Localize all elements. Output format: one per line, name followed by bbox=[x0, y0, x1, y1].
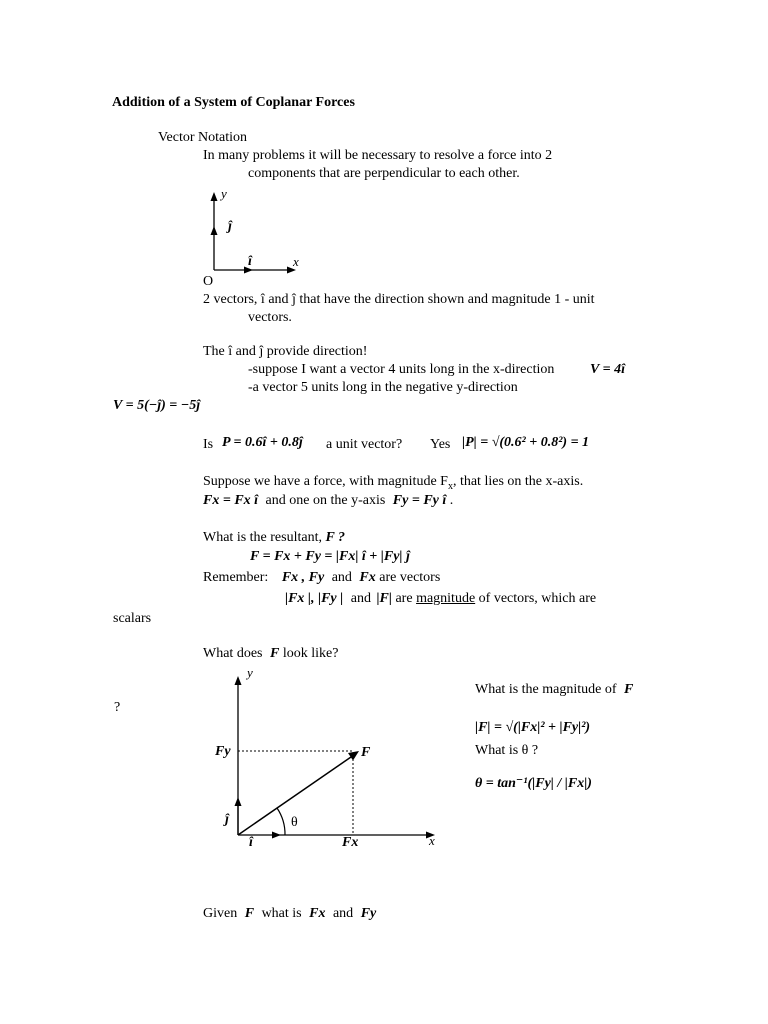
unit-question-is: Is bbox=[203, 437, 214, 452]
resultant-equation: F = Fx + Fy = |Fx| î + |Fy| ĵ bbox=[250, 549, 410, 564]
unit-question-equation: P = 0.6î + 0.8ĵ bbox=[222, 435, 303, 450]
look-question-symbol: F bbox=[269, 646, 280, 661]
remember-and: and bbox=[331, 570, 352, 585]
fig2-f-label: F bbox=[361, 745, 371, 760]
fig2-y-label: y bbox=[247, 665, 253, 680]
fig2-fx-label: Fx bbox=[342, 835, 359, 850]
given-and: and bbox=[332, 906, 354, 921]
force-line-1-sub: x bbox=[447, 480, 453, 492]
given-text: Given bbox=[203, 906, 238, 921]
magnitude-question-symbol: F bbox=[624, 682, 634, 697]
remember-label: Remember: bbox=[203, 570, 269, 585]
magnitude-symbols: |Fx |, |Fy | bbox=[285, 591, 344, 606]
fig1-x-label: x bbox=[293, 254, 299, 269]
fig1-y-label: y bbox=[221, 186, 227, 201]
remember-line bbox=[203, 570, 440, 586]
section-heading: Vector Notation bbox=[158, 130, 248, 145]
given-mid: what is bbox=[261, 906, 302, 921]
force-components-diagram bbox=[205, 663, 455, 853]
given-symbol-2: Fx bbox=[309, 906, 326, 921]
fig2-theta-label: θ bbox=[291, 815, 298, 830]
given-symbol: F bbox=[244, 906, 255, 921]
fig1-j-label: ĵ bbox=[228, 219, 232, 234]
page-title: Addition of a System of Coplanar Forces bbox=[112, 95, 355, 110]
magnitude-line bbox=[285, 591, 596, 607]
unit-question-magnitude-equation: |P| = √(0.6² + 0.8²) = 1 bbox=[462, 435, 590, 450]
fx-equation: Fx = Fx î bbox=[203, 493, 259, 508]
force-line-1-text: Suppose we have a force, with magnitude F bbox=[203, 474, 448, 489]
given-symbol-3: Fy bbox=[360, 906, 377, 921]
unit-vector-diagram bbox=[195, 182, 315, 292]
magnitude-word: magnitude bbox=[416, 591, 476, 606]
suppose-4-line: -suppose I want a vector 4 units long in the x-direction bbox=[248, 362, 555, 377]
suppose-5-line: -a vector 5 units long in the negative y-direction bbox=[248, 380, 518, 395]
magnitude-question bbox=[475, 682, 633, 698]
fig2-x-label: x bbox=[429, 833, 435, 848]
remember-are: are vectors bbox=[379, 570, 441, 585]
force-line-1-end: , that lies on the x-axis. bbox=[452, 474, 584, 489]
remember-symbol-3: Fx bbox=[359, 570, 376, 585]
magnitude-symbol-3: |F| bbox=[376, 591, 392, 606]
given-question bbox=[203, 906, 376, 922]
unit-vectors-line-1: 2 vectors, î and ĵ that have the direction shown and magnitude 1 - unit bbox=[203, 292, 595, 307]
magnitude-and: and bbox=[350, 591, 371, 606]
force-line-2-end: . bbox=[449, 493, 454, 508]
equation-v-4i: V = 4î bbox=[590, 362, 625, 377]
magnitude-question-text: What is the magnitude of bbox=[475, 682, 617, 697]
theta-question: What is θ ? bbox=[475, 743, 539, 758]
equation-v-neg5j: V = 5(−ĵ) = −5ĵ bbox=[113, 398, 201, 413]
fig1-origin-label: O bbox=[203, 274, 214, 289]
force-line-2-mid: and one on the y-axis bbox=[265, 493, 386, 508]
scalars-word: scalars bbox=[113, 611, 152, 626]
magnitude-equation: |F| = √(|Fx|² + |Fy|²) bbox=[475, 720, 591, 735]
fy-equation: Fy = Fy î bbox=[392, 493, 447, 508]
look-question bbox=[203, 646, 338, 662]
intro-line-2: components that are perpendicular to each other. bbox=[248, 166, 520, 181]
magnitude-question-mark: ? bbox=[114, 700, 121, 715]
remember-symbols: Fx , Fy bbox=[281, 570, 325, 585]
direction-line: The î and ĵ provide direction! bbox=[203, 344, 368, 359]
look-question-end: look like? bbox=[282, 646, 339, 661]
resultant-question-symbol: F ? bbox=[325, 530, 346, 545]
unit-vectors-line-2: vectors. bbox=[248, 310, 292, 325]
look-question-text: What does bbox=[203, 646, 263, 661]
resultant-question bbox=[203, 530, 345, 546]
unit-question-text: a unit vector? bbox=[326, 437, 403, 452]
unit-question-yes: Yes bbox=[430, 437, 451, 452]
magnitude-are: are bbox=[395, 591, 413, 606]
fig2-j-label: ĵ bbox=[225, 812, 229, 827]
fig2-i-label: î bbox=[249, 835, 253, 850]
force-line-1 bbox=[203, 474, 583, 495]
resultant-question-text: What is the resultant, bbox=[203, 530, 322, 545]
intro-line-1: In many problems it will be necessary to resolve a force into 2 bbox=[203, 148, 553, 163]
magnitude-end: of vectors, which are bbox=[478, 591, 597, 606]
fig1-i-label: î bbox=[248, 254, 252, 269]
force-line-2 bbox=[203, 493, 453, 509]
fig2-fy-label: Fy bbox=[215, 744, 231, 759]
theta-equation: θ = tan⁻¹(|Fy| / |Fx|) bbox=[475, 776, 592, 791]
